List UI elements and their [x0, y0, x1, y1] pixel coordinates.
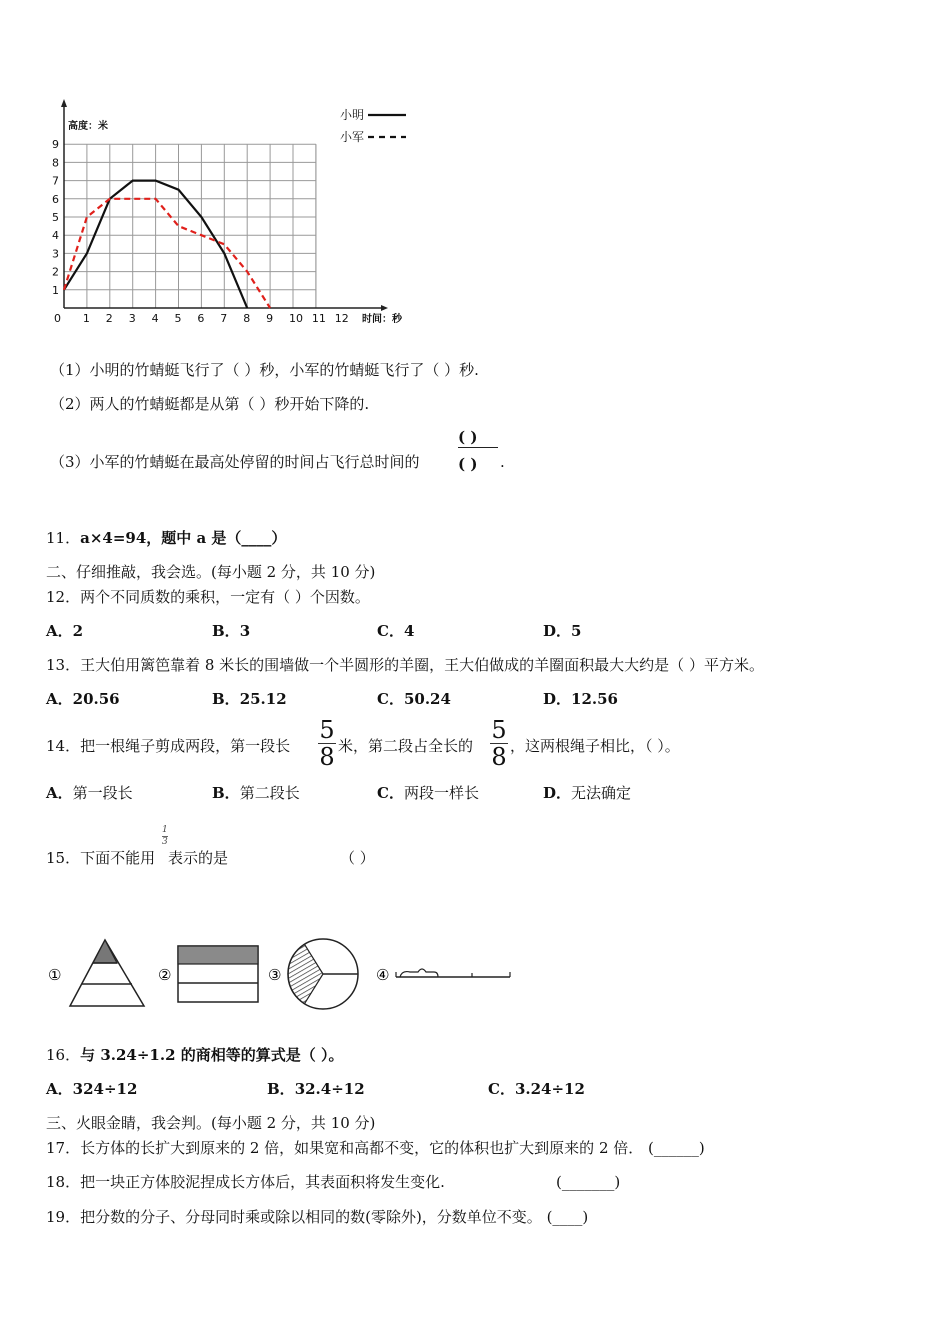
q14-option-c[interactable]: C．两段一样长: [377, 784, 479, 802]
x-tick-label: 1: [82, 312, 90, 325]
q15-text1: 下面不能用: [80, 849, 156, 867]
q12-text: 两个不同质数的乘积，一定有（ ）个因数。: [80, 588, 370, 606]
q14-option-a[interactable]: A．第一段长: [46, 784, 133, 802]
section-3-heading: 三、火眼金睛，我会判。(每小题 2 分，共 10 分): [46, 1114, 376, 1132]
q11-text: a×4=94，题中 a 是（____）: [80, 529, 287, 547]
legend-label: 小明: [340, 108, 365, 122]
q14-fraction-1: 5 8: [319, 716, 335, 771]
q15-text2: 表示的是: [168, 849, 229, 867]
figure-4-segment[interactable]: [396, 969, 510, 977]
y-axis-label: 高度：米: [68, 121, 108, 132]
q16-text: 与 3.24÷1.2 的商相等的算式是（ ）。: [80, 1046, 344, 1064]
q12-option-d[interactable]: D．5: [543, 622, 582, 640]
q15-number: 15．: [46, 849, 81, 867]
x-axis-arrow: [381, 305, 388, 311]
x-tick-label: 5: [174, 312, 182, 325]
q19-number: 19．: [46, 1208, 81, 1226]
q14-option-b[interactable]: B．第二段长: [212, 784, 300, 802]
x-tick-label: 2: [105, 312, 113, 325]
q13-option-d[interactable]: D．12.56: [543, 690, 618, 708]
q10-end: .: [500, 453, 505, 471]
q10-fraction-bar: [458, 447, 498, 448]
legend-label: 小军: [340, 130, 365, 144]
q17-text: 长方体的长扩大到原来的 2 倍，如果宽和高都不变，它的体积也扩大到原来的 2 倍． (______): [80, 1139, 705, 1157]
q13: [46, 655, 764, 675]
q19: [46, 1207, 588, 1227]
q10-fraction-numerator: ( ): [458, 428, 478, 446]
x-axis-label: 时间：秒: [362, 314, 402, 325]
y-tick-label: 1: [52, 283, 59, 297]
q10-part3: （3）小军的竹蜻蜓在最高处停留的时间占飞行总时间的: [50, 453, 420, 471]
y-tick-label: 2: [52, 265, 59, 279]
y-axis-arrow: [61, 99, 67, 107]
q16-option-a[interactable]: A．324÷12: [46, 1080, 138, 1098]
chart-legend: [340, 108, 406, 144]
x-tick-label: 7: [220, 312, 228, 325]
figure-3-circle[interactable]: [288, 939, 358, 1009]
q12-option-b[interactable]: B．3: [212, 622, 251, 640]
x-tick-label: 11: [311, 312, 326, 325]
q14-fraction-2: 5 8: [491, 716, 507, 771]
figure-3-label: ③: [268, 966, 282, 984]
q14-number: 14．: [46, 737, 81, 755]
q10-fraction-denominator: ( ): [458, 455, 478, 473]
q11: [46, 528, 286, 548]
q13-option-a[interactable]: A．20.56: [46, 690, 120, 708]
y-tick-label: 6: [52, 192, 59, 206]
chart-series: [64, 181, 270, 308]
q18-blank[interactable]: (_______): [556, 1173, 621, 1191]
y-tick-label: 8: [52, 156, 59, 170]
q12-option-a[interactable]: A．2: [46, 622, 84, 640]
figure-4-label: ④: [376, 966, 390, 984]
chart-grid: [64, 144, 316, 308]
x-tick-label: 12: [334, 312, 349, 325]
q14-text3: ，这两根绳子相比，（ ）。: [510, 737, 680, 755]
q17-number: 17．: [46, 1139, 81, 1157]
y-tick-label: 5: [52, 211, 59, 224]
q10-part2: （2）两人的竹蜻蜓都是从第（ ）秒开始下降的.: [50, 395, 370, 413]
q18-text: 把一块正方体胶泥捏成长方体后，其表面积将发生变化.: [80, 1173, 445, 1191]
figure-1-label: ①: [48, 966, 62, 984]
q15-figures: [40, 932, 520, 1022]
q12-number: 12．: [46, 588, 81, 606]
q14-text2: 米，第二段占全长的: [338, 737, 474, 755]
q12: [46, 587, 370, 607]
x-tick-label: 3: [128, 312, 136, 325]
chart-ticks: [52, 119, 403, 325]
section-2-heading: 二、仔细推敲，我会选。(每小题 2 分，共 10 分): [46, 563, 376, 581]
q16-option-b[interactable]: B．32.4÷12: [267, 1080, 365, 1098]
q14-option-d[interactable]: D．无法确定: [543, 784, 632, 802]
y-tick-label: 7: [52, 174, 59, 188]
q15-part1: [46, 848, 155, 868]
x-tick-label: 4: [151, 312, 159, 325]
x-tick-label: 8: [243, 312, 251, 325]
q13-option-c[interactable]: C．50.24: [377, 690, 451, 708]
q18-number: 18．: [46, 1173, 81, 1191]
q13-text: 王大伯用篱笆靠着 8 米长的围墙做一个半圆形的羊圈，王大伯做成的羊圈面积最大大约是（ ）平方米。: [80, 656, 764, 674]
q13-option-b[interactable]: B．25.12: [212, 690, 287, 708]
q16: [46, 1045, 343, 1065]
q10-part1: （1）小明的竹蜻蜓飞行了（ ）秒，小军的竹蜻蜓飞行了（ ）秒.: [50, 361, 479, 379]
q15-answer-blank: （ ）: [340, 849, 375, 867]
y-tick-label: 9: [52, 138, 59, 152]
q15-fraction: 1 3: [162, 825, 168, 847]
figure-2-rectangle[interactable]: [178, 946, 258, 1002]
x-tick-label: 9: [266, 312, 274, 325]
q13-number: 13．: [46, 656, 81, 674]
q14-text1: 把一根绳子剪成两段，第一段长: [80, 737, 291, 755]
q16-number: 16．: [46, 1046, 81, 1064]
q12-option-c[interactable]: C．4: [377, 622, 415, 640]
q11-number: 11．: [46, 529, 81, 547]
y-tick-label: 4: [52, 229, 59, 243]
q16-option-c[interactable]: C．3.24÷12: [488, 1080, 585, 1098]
flight-height-chart: [40, 95, 420, 330]
x-tick-label: 6: [197, 312, 205, 325]
y-tick-label: 3: [52, 247, 59, 261]
q14-part1: [46, 736, 290, 756]
q19-text: 把分数的分子、分母同时乘或除以相同的数(零除外)，分数单位不变。 (____): [80, 1208, 589, 1226]
x-tick-label: 0: [54, 312, 61, 325]
figure-2-label: ②: [158, 966, 172, 984]
x-tick-label: 10: [289, 312, 303, 325]
q18: [46, 1172, 445, 1192]
q17: [46, 1138, 705, 1158]
figure-1-triangle[interactable]: [70, 940, 144, 1006]
